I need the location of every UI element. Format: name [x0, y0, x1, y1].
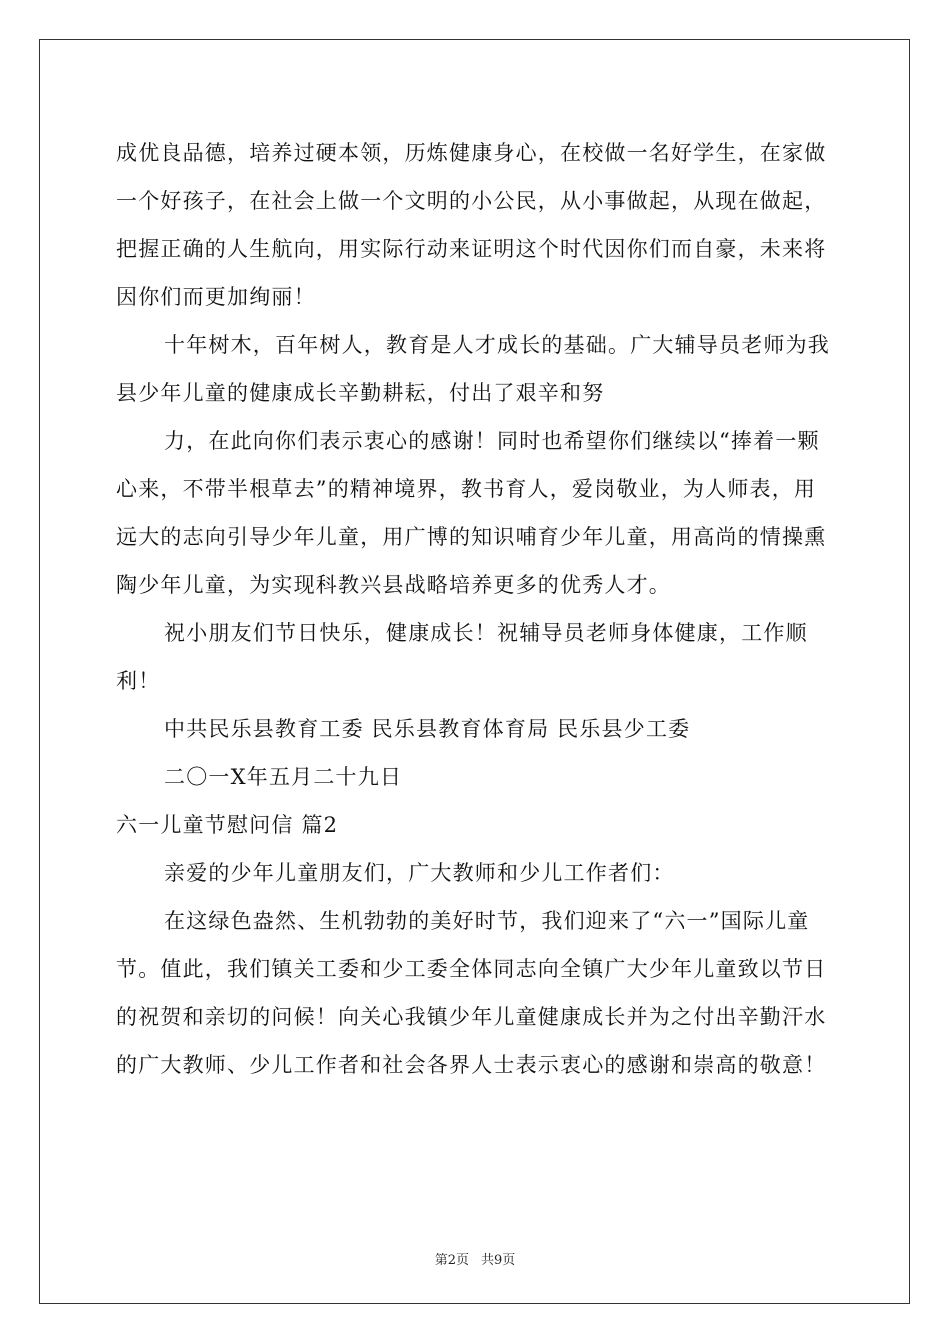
paragraph-1: 成优良品德，培养过硬本领，历炼健康身心，在校做一名好学生，在家做一个好孩子，在社会上做一个文明的小公民，从小事做起，从现在做起，把握正确的人生航向，用实际行动来证明这个时代因你们而自豪，未来将因你们而更加绚丽！: [116, 141, 827, 309]
signature-date: 二〇一X年五月二十九日: [164, 765, 403, 789]
paragraph-2: 十年树木，百年树人，教育是人才成长的基础。广大辅导员老师为我县少年儿童的健康成长辛勤耕耘，付出了艰辛和努: [116, 333, 830, 405]
salutation: 亲爱的少年儿童朋友们，广大教师和少儿工作者们：: [164, 861, 675, 885]
paragraph-5: 在这绿色盎然、生机勃勃的美好时节，我们迎来了“六一”国际儿童节。值此，我们镇关工委和少工委全体同志向全镇广大少年儿童致以节日的祝贺和亲切的问候！向关心我镇少年儿童健康成长并为之付出辛勤汗水的广大教师、少儿工作者和社会各界人士表示衷心的感谢和崇高的敬意！: [116, 909, 827, 1077]
section-heading: 六一儿童节慰问信 篇2: [116, 813, 339, 837]
signature-organizations: 中共民乐县教育工委 民乐县教育体育局 民乐县少工委: [164, 717, 691, 741]
current-page-number: 第2页: [434, 1253, 469, 1268]
page-footer: [0, 1249, 950, 1268]
paragraph-3: 力，在此向你们表示衷心的感谢！同时也希望你们继续以“捧着一颗心来，不带半根草去”的精神境界，教书育人，爱岗敬业，为人师表，用远大的志向引导少年儿童，用广博的知识哺育少年儿童，用高尚的情操熏陶少年儿童，为实现科教兴县战略培养更多的优秀人才。: [116, 429, 827, 597]
document-body: [116, 129, 836, 1089]
total-page-count: 共9页: [481, 1253, 516, 1268]
paragraph-4: 祝小朋友们节日快乐，健康成长！祝辅导员老师身体健康，工作顺利！: [116, 621, 808, 693]
